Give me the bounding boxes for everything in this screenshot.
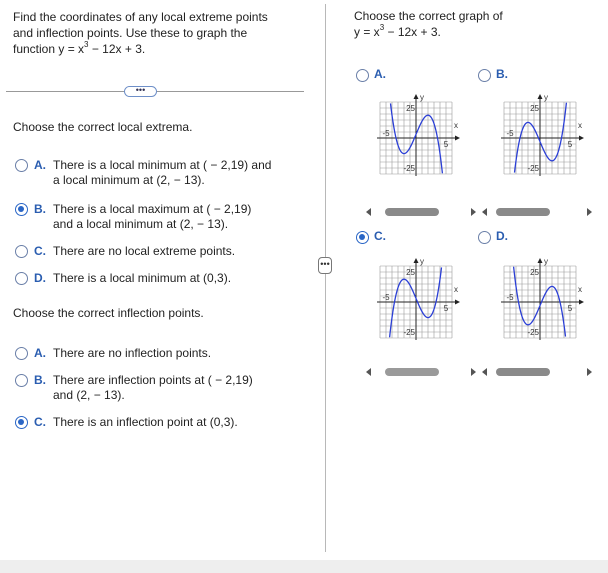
x-tick-label-neg: -5 xyxy=(382,129,390,138)
y-tick-label-neg: -25 xyxy=(527,164,539,173)
y-axis-arrow-icon xyxy=(538,94,543,99)
y-axis-arrow-icon xyxy=(414,94,419,99)
y-axis-arrow-icon xyxy=(414,258,419,263)
q2-option-a[interactable] xyxy=(15,346,211,361)
y-tick-label-neg: -25 xyxy=(527,328,539,337)
x-tick-label-pos: 5 xyxy=(443,304,449,313)
prompt-func-b: − 12x + 3. xyxy=(88,42,146,56)
graph-a[interactable] xyxy=(372,88,468,184)
radio-button[interactable] xyxy=(356,69,369,82)
radio-button-selected[interactable] xyxy=(15,416,28,429)
q1-option-d[interactable] xyxy=(15,271,231,286)
option-letter: C. xyxy=(374,229,386,243)
x-axis-label: x xyxy=(578,285,582,294)
option-text-line1: There is a local maximum at ( − 2,19) xyxy=(53,202,252,216)
prompt-line-1: Find the coordinates of any local extreme points xyxy=(13,10,268,24)
y-axis-label: y xyxy=(420,257,424,266)
x-tick-label-neg: -5 xyxy=(382,293,390,302)
q2-title: Choose the correct inflection points. xyxy=(13,306,204,320)
y-axis-label: y xyxy=(544,257,548,266)
scroll-thumb[interactable] xyxy=(496,368,550,376)
graph-prompt-func-a: y = x xyxy=(354,25,380,39)
scroll-right-icon[interactable] xyxy=(587,368,592,376)
q1-option-b[interactable] xyxy=(15,202,251,232)
x-axis-arrow-icon xyxy=(455,136,460,141)
prompt-line-2: and inflection points. Use these to graph the xyxy=(13,26,248,40)
scroll-left-icon[interactable] xyxy=(482,208,487,216)
option-letter: A. xyxy=(34,158,46,172)
y-axis-label: y xyxy=(544,93,548,102)
option-letter: B. xyxy=(34,373,46,387)
y-tick-label-pos: 25 xyxy=(406,268,415,277)
graph-prompt-func-b: − 12x + 3. xyxy=(384,25,441,39)
scroll-right-icon[interactable] xyxy=(587,208,592,216)
option-text-line2: a local minimum at (2, − 13). xyxy=(53,173,205,187)
graph-d[interactable] xyxy=(496,252,592,348)
option-text-line1: There is a local minimum at (0,3). xyxy=(53,271,232,285)
y-axis-label: y xyxy=(420,93,424,102)
radio-button-selected[interactable] xyxy=(15,203,28,216)
y-axis-arrow-icon xyxy=(538,258,543,263)
y-tick-label-pos: 25 xyxy=(530,104,539,113)
expand-more-button[interactable]: ••• xyxy=(124,86,157,97)
scroll-right-icon[interactable] xyxy=(471,208,476,216)
bottom-bar xyxy=(0,560,608,573)
y-tick-label-neg: -25 xyxy=(403,328,415,337)
option-text-line2: and (2, − 13). xyxy=(53,388,125,402)
option-letter: C. xyxy=(34,244,46,258)
option-letter: B. xyxy=(496,67,508,81)
graph-prompt-exponent: 3 xyxy=(379,23,385,32)
x-axis-arrow-icon xyxy=(579,300,584,305)
graph-option-a[interactable] xyxy=(356,67,386,82)
option-text-line1: There are no inflection points. xyxy=(53,346,212,360)
x-tick-label-pos: 5 xyxy=(567,140,573,149)
scroll-left-icon[interactable] xyxy=(482,368,487,376)
x-tick-label-pos: 5 xyxy=(567,304,573,313)
radio-button[interactable] xyxy=(478,231,491,244)
option-letter: A. xyxy=(34,346,46,360)
graph-prompt-line-1: Choose the correct graph of xyxy=(354,9,503,23)
x-tick-label-neg: -5 xyxy=(506,293,514,302)
graph-c-scrollbar[interactable] xyxy=(366,367,476,377)
graph-b-scrollbar[interactable] xyxy=(482,207,592,217)
y-tick-label-neg: -25 xyxy=(403,164,415,173)
option-text-line1: There are no local extreme points. xyxy=(53,244,236,258)
option-text-line1: There is an inflection point at (0,3). xyxy=(53,415,238,429)
x-tick-label-neg: -5 xyxy=(506,129,514,138)
option-letter: D. xyxy=(34,271,46,285)
q1-option-c[interactable] xyxy=(15,244,235,259)
graph-option-b[interactable] xyxy=(478,67,508,82)
q2-option-c[interactable] xyxy=(15,415,238,430)
radio-button-selected[interactable] xyxy=(356,231,369,244)
prompt-exponent: 3 xyxy=(84,40,89,49)
x-axis-arrow-icon xyxy=(455,300,460,305)
radio-button[interactable] xyxy=(15,374,28,387)
scroll-left-icon[interactable] xyxy=(366,208,371,216)
q2-option-b[interactable] xyxy=(15,373,253,403)
scroll-thumb[interactable] xyxy=(385,208,439,216)
graph-question-prompt xyxy=(354,8,503,40)
radio-button[interactable] xyxy=(478,69,491,82)
option-letter: C. xyxy=(34,415,46,429)
radio-button[interactable] xyxy=(15,347,28,360)
graph-c[interactable] xyxy=(372,252,468,348)
option-text-line2: and a local minimum at (2, − 13). xyxy=(53,217,229,231)
x-axis-label: x xyxy=(578,121,582,130)
x-axis-arrow-icon xyxy=(579,136,584,141)
y-tick-label-pos: 25 xyxy=(406,104,415,113)
x-tick-label-pos: 5 xyxy=(443,140,449,149)
graph-d-scrollbar[interactable] xyxy=(482,367,592,377)
graph-prompt-line-2 xyxy=(354,24,503,40)
radio-button[interactable] xyxy=(15,272,28,285)
option-text-line1: There is a local minimum at ( − 2,19) and xyxy=(53,158,272,172)
question-prompt xyxy=(13,9,308,57)
prompt-func-a: function y = x xyxy=(13,42,85,56)
graph-option-c[interactable] xyxy=(356,229,386,244)
q1-title: Choose the correct local extrema. xyxy=(13,120,193,134)
option-letter: B. xyxy=(34,202,46,216)
right-panel xyxy=(342,0,608,573)
panel-divider xyxy=(325,4,326,552)
scroll-right-icon[interactable] xyxy=(471,368,476,376)
graph-option-d[interactable] xyxy=(478,229,508,244)
radio-button[interactable] xyxy=(15,159,28,172)
scroll-thumb[interactable] xyxy=(496,208,550,216)
option-letter: D. xyxy=(496,229,508,243)
option-letter: A. xyxy=(374,67,386,81)
q1-option-a[interactable] xyxy=(15,158,271,188)
scroll-left-icon[interactable] xyxy=(366,368,371,376)
radio-button[interactable] xyxy=(15,245,28,258)
graph-b[interactable] xyxy=(496,88,592,184)
option-text-line1: There are inflection points at ( − 2,19) xyxy=(53,373,253,387)
scroll-thumb[interactable] xyxy=(385,368,439,376)
x-axis-label: x xyxy=(454,121,458,130)
panel-resize-handle[interactable]: ••• xyxy=(318,257,332,274)
y-tick-label-pos: 25 xyxy=(530,268,539,277)
graph-a-scrollbar[interactable] xyxy=(366,207,476,217)
prompt-line-3 xyxy=(13,41,308,57)
x-axis-label: x xyxy=(454,285,458,294)
